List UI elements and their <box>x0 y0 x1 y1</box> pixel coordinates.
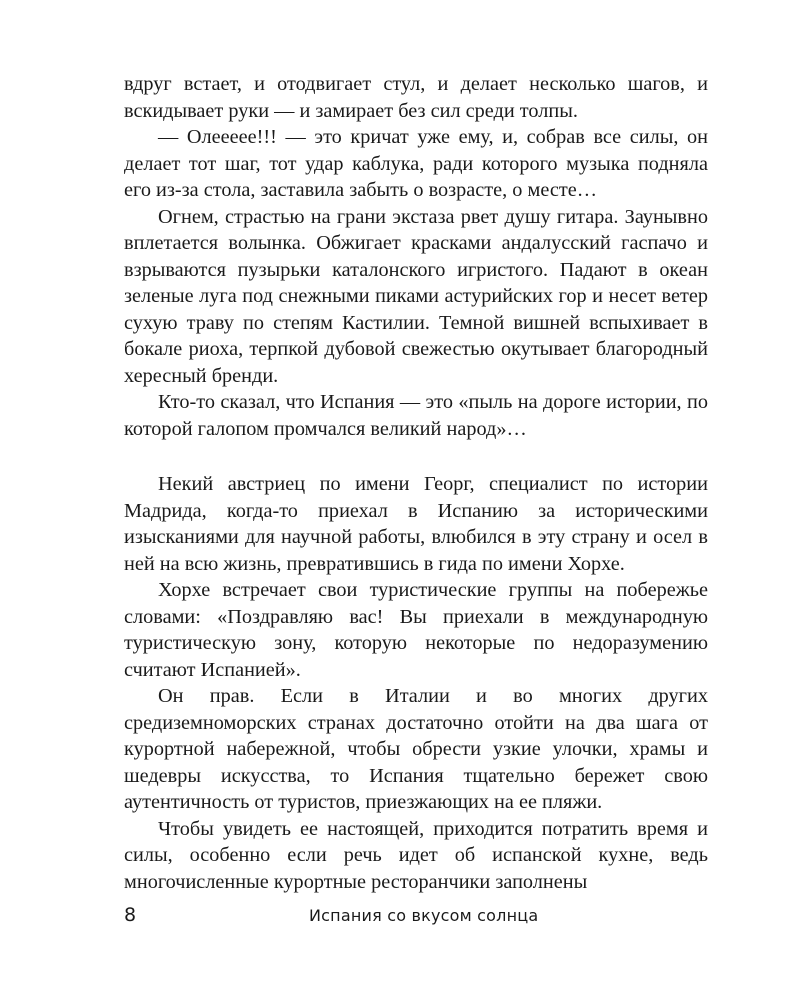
paragraph: — Олеееее!!! — это кричат уже ему, и, собрав все силы, он делает тот шаг, тот удар каблука, ради которого музыка подняла его из-за стола, заставила забыть о возрасте, о месте… <box>124 126 708 201</box>
running-title: Испания со вкусом солнца <box>309 906 539 925</box>
text-section-1 <box>124 71 708 442</box>
paragraph: вдруг встает, и отодвигает стул, и делает несколько шагов, и вскидывает руки — и замирает без сил среди толпы. <box>124 73 708 122</box>
paragraph: Хорхе встречает свои туристические группы на побережье словами: «Поздравляю вас! Вы приехали в международную туристическую зону, которую некоторые по недоразумению считают Испанией». <box>124 579 708 681</box>
text-section-2 <box>124 471 708 895</box>
paragraph: Кто-то сказал, что Испания — это «пыль на дороге истории, по которой галопом промчался великий народ»… <box>124 391 708 440</box>
page-number: 8 <box>124 904 137 926</box>
paragraph: Он прав. Если в Италии и во многих других средиземноморских странах достаточно отойти на два шага от курортной набережной, чтобы обрести узкие улочки, храмы и шедевры искусства, то Испания тщательно бережет свою аутентичность от туристов, приезжающих на ее пляжи. <box>124 685 708 813</box>
paragraph: Огнем, страстью на грани экстаза рвет душу гитара. Заунывно вплетается волынка. Обжигает красками андалусский гаспачо и взрываются пузырьки каталонского игристого. Падают в океан зеленые луга под снежными пиками астурийских гор и несет ветер сухую траву по степям Кастилии. Темной вишней вспыхивает в бокале риоха, терпкой дубовой свежестью окутывает благородный хересный бренди. <box>124 205 708 387</box>
page-footer <box>124 900 708 930</box>
paragraph: Некий австриец по имени Георг, специалист по истории Мадрида, когда-то приехал в Испанию за историческими изысканиями для научной работы, влюбился в эту страну и осел в ней на всю жизнь, превратившись в гида по имени Хорхе. <box>124 473 708 575</box>
paragraph: Чтобы увидеть ее настоящей, приходится потратить время и силы, особенно если речь идет об испанской кухне, ведь многочисленные курортные ресторанчики заполнены <box>124 817 708 893</box>
